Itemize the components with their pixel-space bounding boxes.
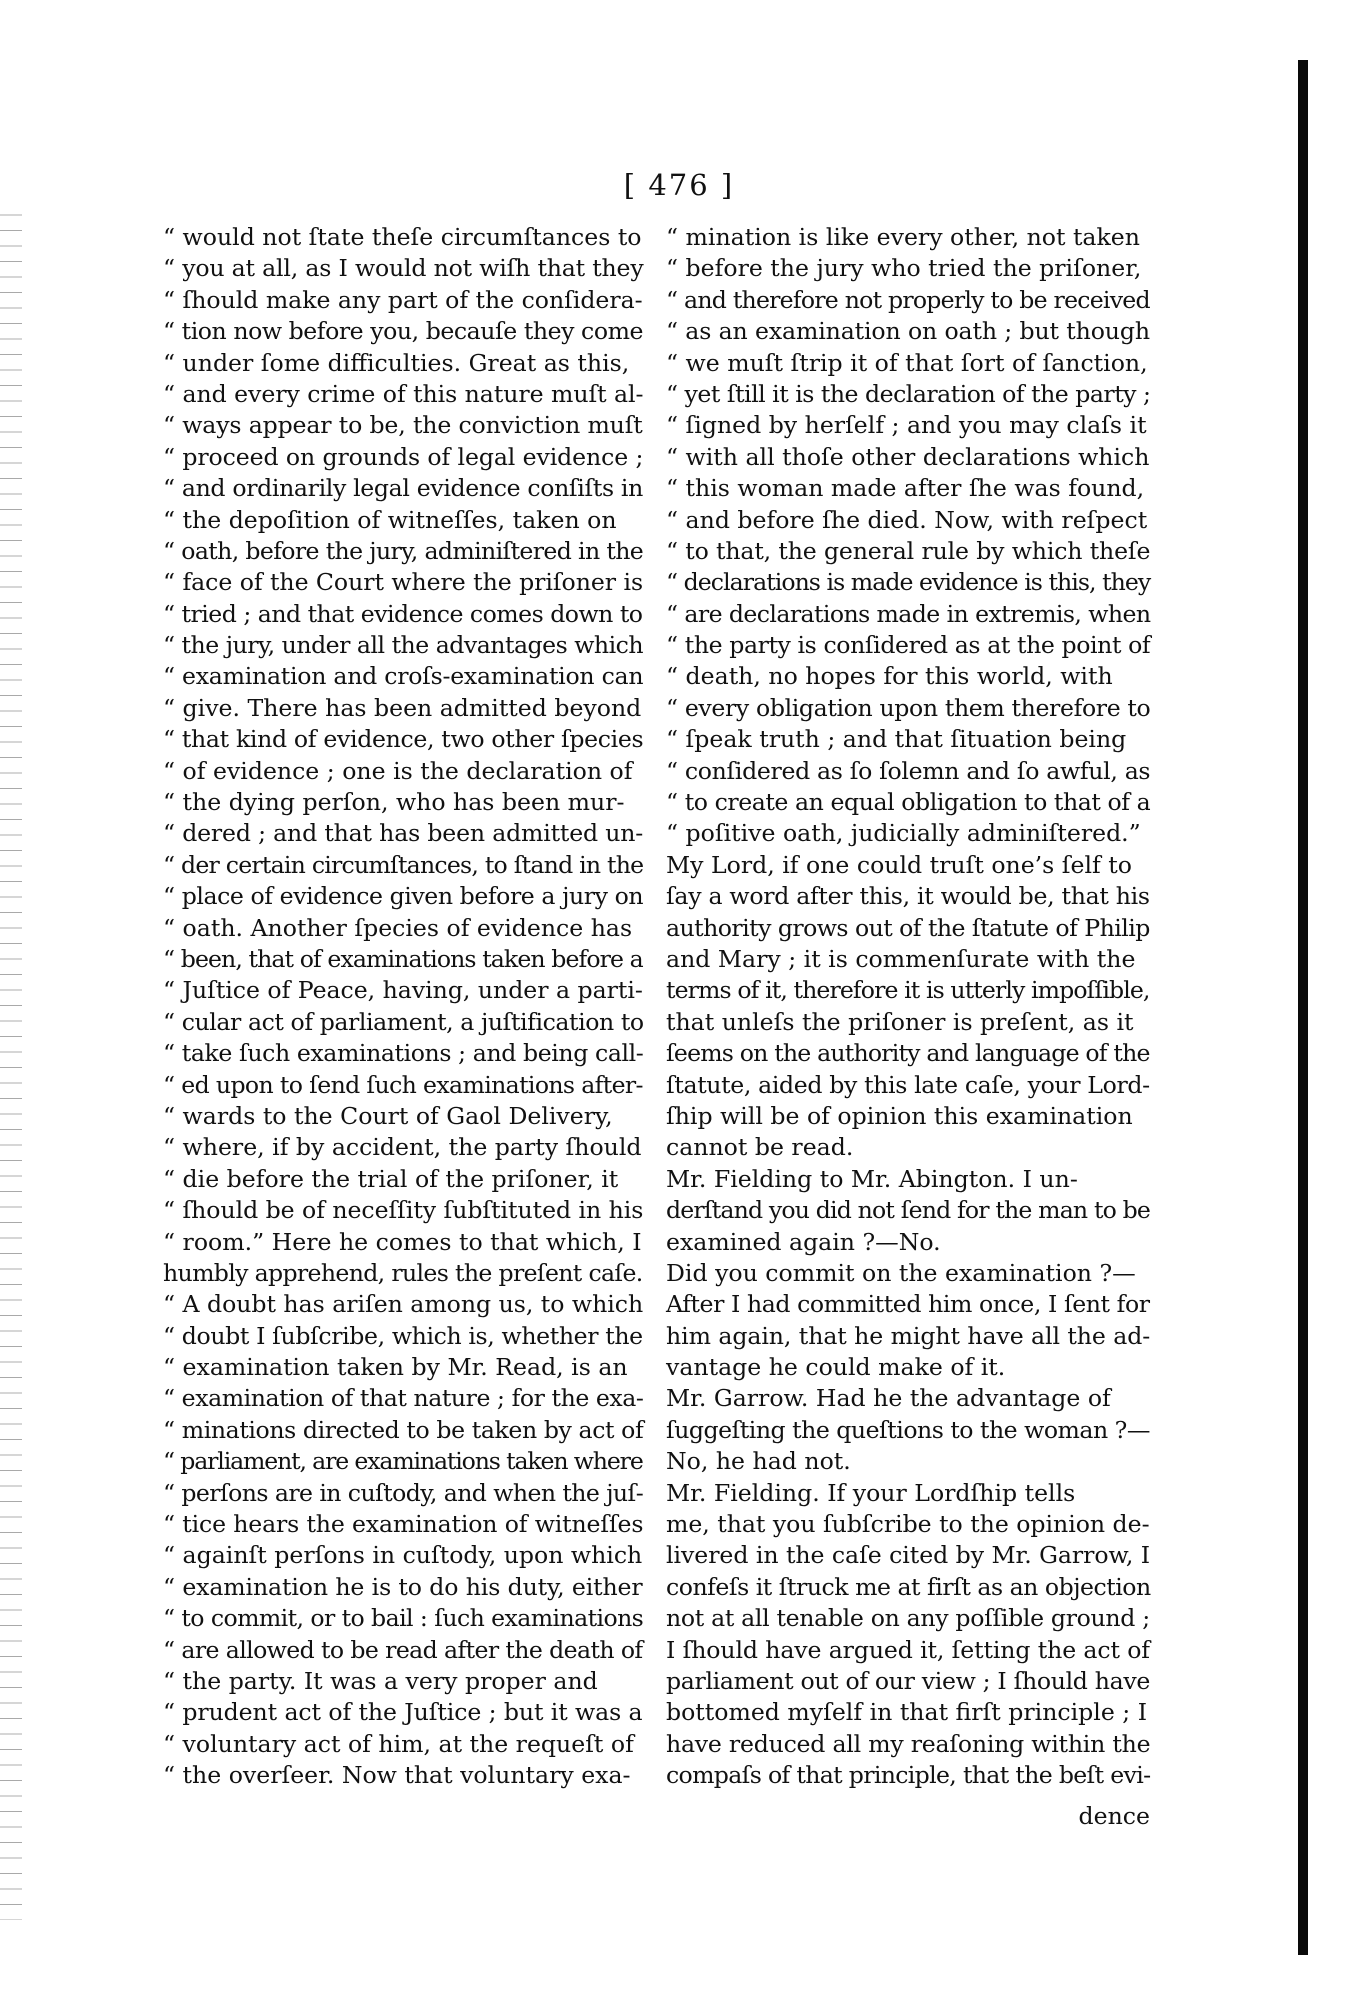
text-line: “ room.” Here he comes to that which, I xyxy=(163,1227,642,1256)
text-line: “ we muſt ſtrip it of that ſort of ſanction, xyxy=(666,348,1148,377)
text-line: “ been, that of examinations taken before a xyxy=(163,944,643,973)
text-line: “ perſons are in cuſtody, and when the juſ- xyxy=(163,1478,644,1507)
text-line: “ ed upon to ſend ſuch examinations after- xyxy=(163,1070,643,1099)
text-line: “ the party. It was a very proper and xyxy=(163,1666,598,1695)
text-line: “ againſt perſons in cuſtody, upon which xyxy=(163,1541,643,1570)
text-line: “ examination of that nature ; for the exa- xyxy=(163,1384,644,1413)
text-line: livered in the caſe cited by Mr. Garrow, I xyxy=(666,1541,1151,1570)
text-line: Mr. Fielding to Mr. Abington. I un- xyxy=(666,1164,1078,1193)
text-line: “ and every crime of this nature muſt al- xyxy=(163,379,644,408)
text-line: cannot be read. xyxy=(666,1133,854,1162)
text-line: “ ſhould make any part of the conſidera- xyxy=(163,285,643,314)
text-line: not at all tenable on any poſſible ground ; xyxy=(666,1604,1150,1633)
text-line: “ the jury, under all the advantages which xyxy=(163,631,644,660)
text-line: “ that kind of evidence, two other ſpecies xyxy=(163,725,644,754)
text-line: ſuggeſting the queſtions to the woman ?— xyxy=(666,1415,1150,1444)
text-line: confeſs it ſtruck me at firſt as an objection xyxy=(666,1572,1151,1601)
text-line: “ are allowed to be read after the death of xyxy=(163,1635,643,1664)
text-line: “ under ſome difficulties. Great as this, xyxy=(163,348,630,377)
text-line: No, he had not. xyxy=(666,1447,851,1476)
text-line: “ and therefore not properly to be received xyxy=(666,285,1150,314)
text-line: “ parliament, are examinations taken where xyxy=(163,1447,643,1476)
text-line: My Lord, if one could truſt one’s ſelf to xyxy=(666,850,1132,879)
text-line: him again, that he might have all the ad- xyxy=(666,1321,1151,1350)
text-line: “ Juſtice of Peace, having, under a parti- xyxy=(163,976,643,1005)
text-line: humbly apprehend, rules the preſent caſe. xyxy=(163,1258,643,1287)
text-line: “ A doubt has ariſen among us, to which xyxy=(163,1290,644,1319)
text-line: “ the party is conſidered as at the point of xyxy=(666,631,1151,660)
page-number: [ 476 ] xyxy=(623,168,735,202)
text-line: “ doubt I ſubſcribe, which is, whether the xyxy=(163,1321,643,1350)
text-line: bottomed myſelf in that firſt principle ; I xyxy=(666,1698,1148,1727)
text-line: “ place of evidence given before a jury on xyxy=(163,882,644,911)
text-line: “ dered ; and that has been admitted un- xyxy=(163,819,644,848)
text-line: “ declarations is made evidence is this, they xyxy=(666,568,1151,597)
left-column xyxy=(163,222,643,1792)
text-line: compaſs of that principle, that the beſt evi- xyxy=(666,1761,1151,1790)
text-line: “ face of the Court where the priſoner is xyxy=(163,568,644,597)
text-line: “ ſpeak truth ; and that ſituation being xyxy=(666,725,1127,754)
text-line: “ prudent act of the Juſtice ; but it was a xyxy=(163,1698,643,1727)
text-line: “ and ordinarily legal evidence conſiſts in xyxy=(163,474,643,503)
text-line: authority grows out of the ſtatute of Philip xyxy=(666,913,1150,942)
text-line: “ give. There has been admitted beyond xyxy=(163,693,642,722)
text-line: “ oath. Another ſpecies of evidence has xyxy=(163,913,633,942)
text-line: “ der certain circumſtances, to ſtand in the xyxy=(163,850,644,879)
text-line: examined again ?—No. xyxy=(666,1227,941,1256)
text-line: “ and before ſhe died. Now, with reſpect xyxy=(666,505,1148,534)
text-line: “ die before the trial of the priſoner, it xyxy=(163,1164,619,1193)
text-line: “ poſitive oath, judicially adminiſtered.” xyxy=(666,819,1141,848)
text-line: “ death, no hopes for this world, with xyxy=(666,662,1113,691)
text-line: “ where, if by accident, the party ſhould xyxy=(163,1133,642,1162)
text-line: ſay a word after this, it would be, that his xyxy=(666,882,1150,911)
text-line: “ before the jury who tried the priſoner, xyxy=(666,254,1142,283)
text-line: “ conſidered as ſo ſolemn and ſo awful, as xyxy=(666,756,1151,785)
text-line: “ to create an equal obligation to that of a xyxy=(666,788,1151,817)
text-line: Mr. Fielding. If your Lordſhip tells xyxy=(666,1478,1076,1507)
text-line: that unleſs the priſoner is preſent, as it xyxy=(666,1007,1134,1036)
text-line: “ the depoſition of witneſſes, taken on xyxy=(163,505,617,534)
text-line: ſhip will be of opinion this examination xyxy=(666,1101,1133,1130)
text-line: “ ſhould be of neceſſity ſubſtituted in his xyxy=(163,1196,644,1225)
text-line: “ tion now before you, becauſe they come xyxy=(163,317,644,346)
page-edge-rule xyxy=(1298,60,1308,1955)
text-line: “ ſigned by herſelf ; and you may claſs it xyxy=(666,411,1147,440)
text-line: and Mary ; it is commenſurate with the xyxy=(666,944,1136,973)
text-line: “ would not ſtate theſe circumſtances to xyxy=(163,223,642,251)
text-line: “ examination taken by Mr. Read, is an xyxy=(163,1353,628,1382)
text-line: “ voluntary act of him, at the requeſt of xyxy=(163,1729,634,1758)
right-column xyxy=(666,222,1150,1792)
text-line: vantage he could make of it. xyxy=(666,1353,1006,1382)
text-line: “ tried ; and that evidence comes down to xyxy=(163,599,643,628)
text-line: “ proceed on grounds of legal evidence ; xyxy=(163,442,644,471)
text-line: “ with all thoſe other declarations which xyxy=(666,442,1150,471)
text-line: me, that you ſubſcribe to the opinion de- xyxy=(666,1510,1150,1539)
text-line: have reduced all my reaſoning within the xyxy=(666,1729,1151,1758)
text-line: “ tice hears the examination of witneſſes xyxy=(163,1510,644,1539)
text-line: terms of it, therefore it is utterly impoſſible, xyxy=(666,976,1150,1005)
text-line: “ every obligation upon them therefore to xyxy=(666,693,1151,722)
text-line: “ the overſeer. Now that voluntary exa- xyxy=(163,1761,631,1790)
text-line: ſtatute, aided by this late caſe, your Lord- xyxy=(666,1070,1150,1099)
text-line: “ cular act of parliament, a juſtification to xyxy=(163,1007,644,1036)
text-line: derſtand you did not ſend for the man to be xyxy=(666,1196,1151,1225)
text-line: “ examination he is to do his duty, either xyxy=(163,1572,643,1601)
text-line: “ the dying perſon, who has been mur- xyxy=(163,788,625,817)
text-line: “ yet ſtill it is the declaration of the party ; xyxy=(666,379,1151,408)
binding-edge xyxy=(0,200,22,1920)
text-line: “ mination is like every other, not taken xyxy=(666,223,1140,251)
text-line: “ to that, the general rule by which theſe xyxy=(666,536,1151,565)
text-line: “ ways appear to be, the conviction muſt xyxy=(163,411,643,440)
text-line: “ oath, before the jury, adminiſtered in the xyxy=(163,536,644,565)
text-line: “ to commit, or to bail : ſuch examinations xyxy=(163,1604,644,1633)
text-line: “ are declarations made in extremis, when xyxy=(666,599,1151,628)
text-line: “ examination and croſs-examination can xyxy=(163,662,644,691)
text-line: “ wards to the Court of Gaol Delivery, xyxy=(163,1101,613,1130)
text-line: “ this woman made after ſhe was found, xyxy=(666,474,1145,503)
text-line: Did you commit on the examination ?— xyxy=(666,1258,1136,1287)
text-line: “ take ſuch examinations ; and being call- xyxy=(163,1039,644,1068)
text-line: ſeems on the authority and language of the xyxy=(666,1039,1150,1068)
catchword: dence xyxy=(1078,1802,1150,1830)
text-line: After I had committed him once, I ſent for xyxy=(666,1290,1150,1319)
text-line: I ſhould have argued it, ſetting the act of xyxy=(666,1635,1150,1664)
text-line: parliament out of our view ; I ſhould have xyxy=(666,1666,1150,1695)
text-line: Mr. Garrow. Had he the advantage of xyxy=(666,1384,1111,1413)
text-line: “ of evidence ; one is the declaration of xyxy=(163,756,633,785)
text-line: “ minations directed to be taken by act of xyxy=(163,1415,644,1444)
text-line: “ as an examination on oath ; but though xyxy=(666,317,1150,346)
text-line: “ you at all, as I would not wiſh that they xyxy=(163,254,644,283)
